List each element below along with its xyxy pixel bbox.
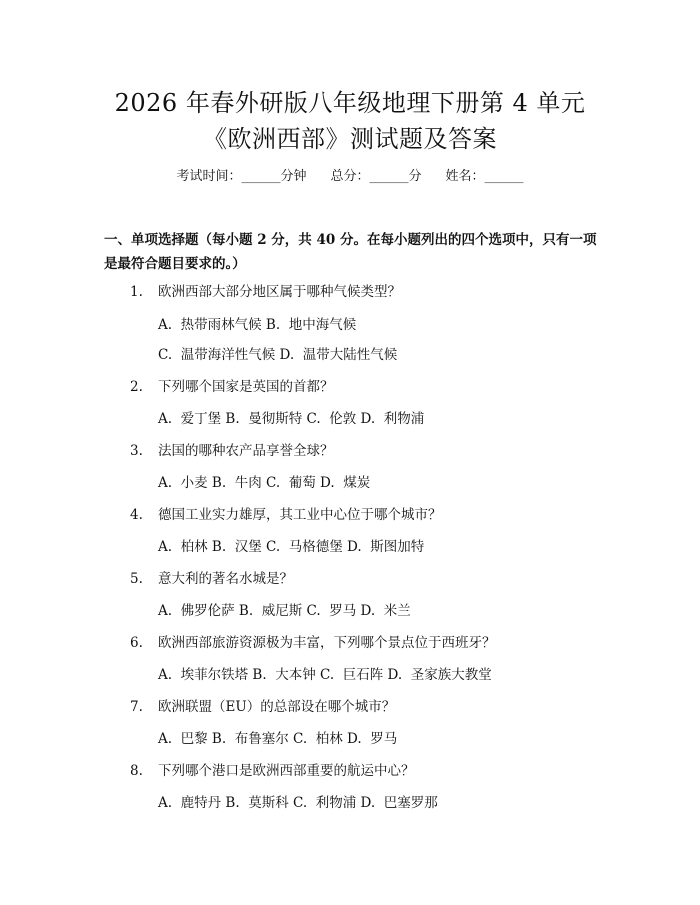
question-text: 欧洲西部大部分地区属于哪种气候类型？ bbox=[158, 284, 401, 300]
question-text: 下列哪个港口是欧洲西部重要的航运中心？ bbox=[158, 763, 415, 779]
question-3 bbox=[130, 442, 334, 460]
question-number: 6. bbox=[130, 635, 143, 651]
question-text: 意大利的著名水城是？ bbox=[158, 571, 293, 587]
question-number: 7. bbox=[130, 699, 143, 715]
question-3-options: A. 小麦 B. 牛肉 C. 葡萄 D. 煤炭 bbox=[158, 475, 371, 491]
question-2 bbox=[130, 378, 334, 396]
section-heading: 一、单项选择题（每小题 2 分，共 40 分。在每小题列出的四个选项中，只有一项是最符合题目要求的。） bbox=[104, 232, 597, 272]
question-8 bbox=[130, 762, 415, 780]
question-number: 5. bbox=[130, 571, 143, 587]
question-text: 欧洲联盟（EU）的总部设在哪个城市？ bbox=[158, 699, 396, 715]
question-8-options: A. 鹿特丹 B. 莫斯科 C. 利物浦 D. 巴塞罗那 bbox=[158, 795, 438, 811]
question-6 bbox=[130, 634, 496, 652]
question-5-options: A. 佛罗伦萨 B. 威尼斯 C. 罗马 D. 米兰 bbox=[158, 603, 411, 619]
name-field: 姓名：______ bbox=[445, 169, 524, 184]
question-number: 1. bbox=[130, 284, 143, 300]
question-5 bbox=[130, 570, 293, 588]
question-6-options: A. 埃菲尔铁塔 B. 大本钟 C. 巨石阵 D. 圣家族大教堂 bbox=[158, 667, 492, 683]
question-4 bbox=[130, 506, 442, 524]
question-number: 3. bbox=[130, 443, 143, 459]
question-number: 2. bbox=[130, 379, 143, 395]
question-number: 4. bbox=[130, 507, 143, 523]
question-text: 法国的哪种农产品享誉全球？ bbox=[158, 443, 334, 459]
question-1-options-row1: A. 热带雨林气候 B. 地中海气候 bbox=[158, 317, 357, 333]
question-text: 欧洲西部旅游资源极为丰富，下列哪个景点位于西班牙？ bbox=[158, 635, 496, 651]
question-7 bbox=[130, 698, 395, 716]
exam-time-field: 考试时间：______分钟 bbox=[176, 169, 307, 184]
question-7-options: A. 巴黎 B. 布鲁塞尔 C. 柏林 D. 罗马 bbox=[158, 731, 398, 747]
exam-title-line2: 《欧洲西部》测试题及答案 bbox=[203, 125, 497, 153]
question-1 bbox=[130, 283, 401, 301]
exam-info-row bbox=[0, 168, 700, 186]
question-2-options: A. 爱丁堡 B. 曼彻斯特 C. 伦敦 D. 利物浦 bbox=[158, 411, 425, 427]
question-text: 德国工业实力雄厚，其工业中心位于哪个城市？ bbox=[158, 507, 442, 523]
question-4-options: A. 柏林 B. 汉堡 C. 马格德堡 D. 斯图加特 bbox=[158, 539, 425, 555]
question-number: 8. bbox=[130, 763, 143, 779]
question-text: 下列哪个国家是英国的首都？ bbox=[158, 379, 334, 395]
total-score-field: 总分：______分 bbox=[330, 169, 422, 184]
exam-title-line1: 2026 年春外研版八年级地理下册第 4 单元 bbox=[114, 89, 586, 117]
question-1-options-row2: C. 温带海洋性气候 D. 温带大陆性气候 bbox=[158, 347, 398, 363]
